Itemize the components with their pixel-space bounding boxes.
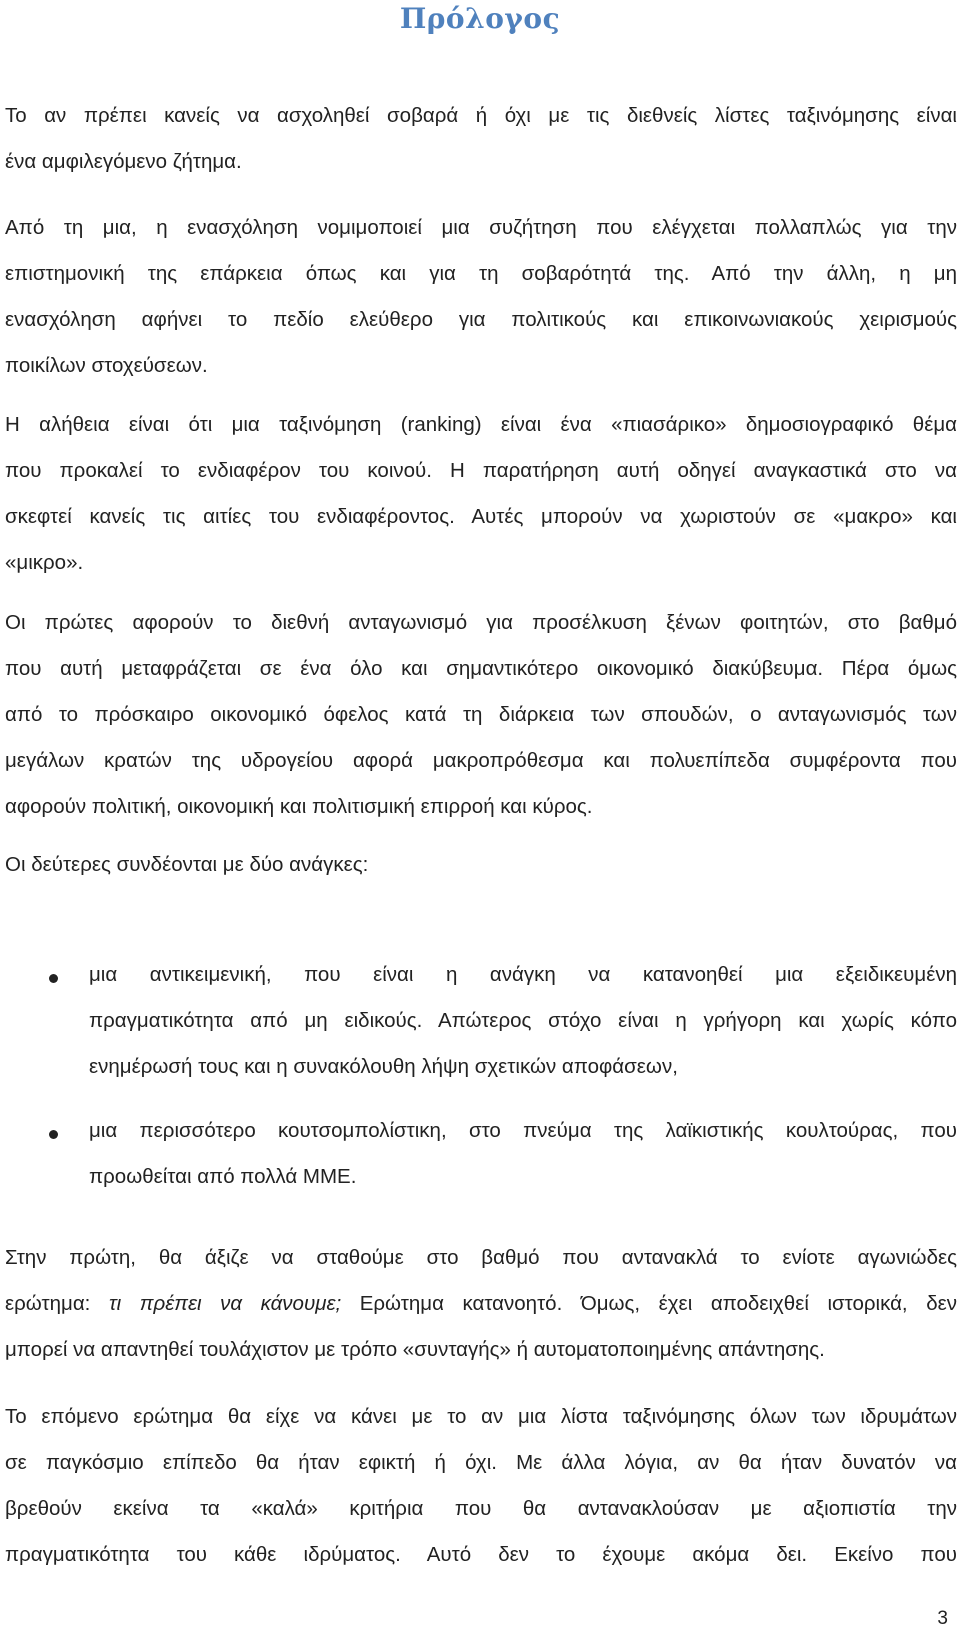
text-line: πραγματικότητα από μη ειδικούς. Απώτερος στόχο είναι η γρήγορη και χωρίς κόπο	[89, 1009, 957, 1032]
paragraph-5	[5, 842, 957, 888]
text-line: βρεθούν εκείνα τα «καλά» κριτήρια που θα αντανακλούσαν με αξιοπιστία την	[5, 1497, 957, 1520]
text-line: Οι δεύτερες συνδέονται με δύο ανάγκες:	[5, 853, 369, 876]
text-line: μπορεί να απαντηθεί τουλάχιστον με τρόπο «συνταγής» ή αυτοματοποιημένης απάντησης.	[5, 1338, 825, 1361]
text-line: επιστημονική της επάρκεια όπως και για τη σοβαρότητά της. Από την άλλη, η μη	[5, 262, 957, 285]
bullet-icon	[49, 1130, 58, 1139]
text-line: Στην πρώτη, θα άξιζε να σταθούμε στο βαθμό που αντανακλά το ενίοτε αγωνιώδες	[5, 1246, 957, 1269]
text-line: Οι πρώτες αφορούν το διεθνή ανταγωνισμό για προσέλκυση ξένων φοιτητών, στο βαθμό	[5, 611, 957, 634]
text-line: μεγάλων κρατών της υδρογείου αφορά μακροπρόθεσμα και πολυεπίπεδα συμφέροντα που	[5, 749, 957, 772]
text-line: που αυτή μεταφράζεται σε ένα όλο και σημαντικότερο οικονομικό διακύβευμα. Πέρα όμως	[5, 657, 957, 680]
italic-question: τι πρέπει να κάνουμε;	[108, 1292, 342, 1315]
text-line: ποικίλων στοχεύσεων.	[5, 354, 208, 377]
text-line: από το πρόσκαιρο οικονομικό όφελος κατά τη διάρκεια των σπουδών, ο ανταγωνισμός των	[5, 703, 957, 726]
list-item-text	[89, 1108, 957, 1200]
text-line: σκεφτεί κανείς τις αιτίες του ενδιαφέροντος. Αυτές μπορούν να χωριστούν σε «μακρο» και	[5, 505, 957, 528]
text-fragment: ερώτημα:	[5, 1292, 109, 1315]
text-line: μια αντικειμενική, που είναι η ανάγκη να κατανοηθεί μια εξειδικευμένη	[89, 963, 957, 986]
text-line: Το επόμενο ερώτημα θα είχε να κάνει με το αν μια λίστα ταξινόμησης όλων των ιδρυμάτων	[5, 1405, 957, 1428]
text-line: σε παγκόσμιο επίπεδο θα ήταν εφικτή ή όχι. Με άλλα λόγια, αν θα ήταν δυνατόν να	[5, 1451, 957, 1474]
text-fragment: Ερώτημα κατανοητό. Όμως, έχει αποδειχθεί ιστορικά, δεν	[341, 1292, 957, 1315]
paragraph-1	[5, 93, 957, 185]
text-line: ενασχόληση αφήνει το πεδίο ελεύθερο για πολιτικούς και επικοινωνιακούς χειρισμούς	[5, 308, 957, 331]
text-line: που προκαλεί το ενδιαφέρον του κοινού. Η παρατήρηση αυτή οδηγεί αναγκαστικά στο να	[5, 459, 957, 482]
paragraph-2	[5, 205, 957, 389]
paragraph-7	[5, 1394, 957, 1578]
bullet-icon	[49, 974, 58, 983]
text-line: πραγματικότητα του κάθε ιδρύματος. Αυτό δεν το έχουμε ακόμα δει. Εκείνο που	[5, 1543, 957, 1566]
text-line	[5, 1281, 957, 1327]
text-line: αφορούν πολιτική, οικονομική και πολιτισμική επιρροή και κύρος.	[5, 795, 593, 818]
paragraph-3	[5, 402, 957, 586]
text-line: προωθείται από πολλά ΜΜΕ.	[89, 1165, 357, 1188]
text-line: Από τη μια, η ενασχόληση νομιμοποιεί μια συζήτηση που ελέγχεται πολλαπλώς για την	[5, 216, 957, 239]
text-line: Η αλήθεια είναι ότι μια ταξινόμηση (ranking) είναι ένα «πιασάρικο» δημοσιογραφικό θέμα	[5, 413, 957, 436]
text-line: ένα αμφιλεγόμενο ζήτημα.	[5, 150, 242, 173]
text-line: ενημέρωσή τους και η συνακόλουθη λήψη σχετικών αποφάσεων,	[89, 1055, 678, 1078]
paragraph-4	[5, 600, 957, 830]
text-line: Το αν πρέπει κανείς να ασχοληθεί σοβαρά ή όχι με τις διεθνείς λίστες ταξινόμησης είναι	[5, 104, 957, 127]
page-title: Πρόλογος	[399, 2, 561, 35]
text-line: μια περισσότερο κουτσομπολίστικη, στο πνεύμα της λαϊκιστικής κουλτούρας, που	[89, 1119, 957, 1142]
text-line: «μικρο».	[5, 551, 84, 574]
page-number: 3	[937, 1608, 948, 1629]
list-item-text	[89, 952, 957, 1090]
paragraph-6	[5, 1235, 957, 1373]
